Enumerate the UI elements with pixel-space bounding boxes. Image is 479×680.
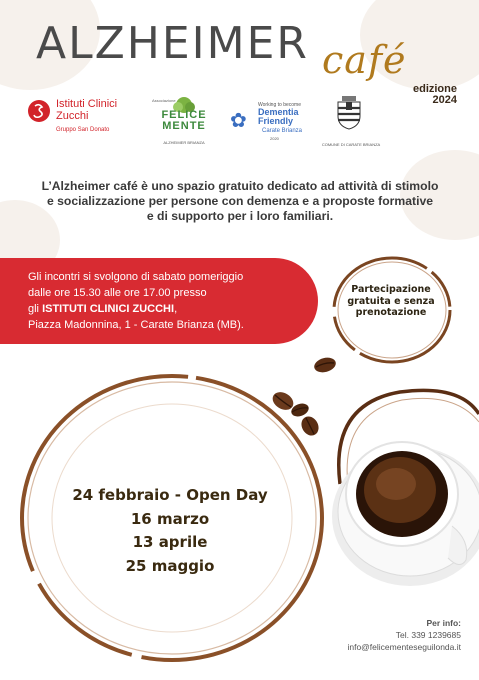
comune-logo [318,96,384,152]
dementia-place: Carate Brianza [262,128,303,134]
felicemente-logo [148,96,220,148]
icz-logo-name: Istituti Clinici Zucchi [56,98,118,122]
venue-address: Piazza Madonnina, 1 - Carate Brianza (MB). [28,319,244,331]
edition-word: edizione [412,83,457,95]
dementia-title: Dementia Friendly [258,107,299,126]
dementia-year: 2020 [270,136,279,141]
event-dates-list [40,484,300,578]
contact-email: info@felicementeseguilonda.it [347,642,461,652]
event-date: 24 febbraio - Open Day [72,486,268,504]
event-title: ALZHEIMER [36,18,309,69]
edition-year: 2024 [432,94,457,106]
dementia-friendly-logo [230,98,310,148]
logo-row [0,96,479,160]
meeting-info-text: Gli incontri si svolgono di sabato pomeriggio dalle ore 15.30 alle ore 17.00 presso gli ISTITUTI CLINICI ZUCCHI, Piazza Madonnina, 1 - Carate Brianza (MB). [28,269,318,333]
felicemente-subtitle: ALZHEIMER BRIANZA [163,140,205,145]
intro-paragraph: L’Alzheimer café è uno spazio gratuito dedicato ad attività di stimolo e socializzazione per persone con demenza e a proposte formative e di supporto per i loro familiari. [41,179,439,223]
icz-logo-icon [28,100,50,122]
contact-info [347,617,461,653]
icz-logo-subtitle: Gruppo San Donato [56,127,110,133]
comune-name: COMUNE DI CARATE BRIANZA [321,142,381,147]
felicemente-small-text: Associazione [152,98,176,103]
contact-phone: Tel. 339 1239685 [395,630,461,640]
event-date: 25 maggio [125,556,215,575]
participation-note: Partecipazione gratuita e senza prenotazione [347,284,435,318]
event-date: 16 marzo [130,509,210,528]
coffee-cup-image [320,420,479,588]
venue-name: ISTITUTI CLINICI ZUCCHI [42,303,175,315]
felicemente-title: FELICE MENTE [161,109,207,132]
contact-title: Per info: [426,618,461,628]
event-date: 13 aprile [132,533,208,551]
coat-of-arms-icon [336,96,362,130]
dementia-small-text: Working to become [258,102,301,108]
event-title-cafe: café [322,38,407,82]
forget-me-not-icon: ✿ [230,110,247,132]
